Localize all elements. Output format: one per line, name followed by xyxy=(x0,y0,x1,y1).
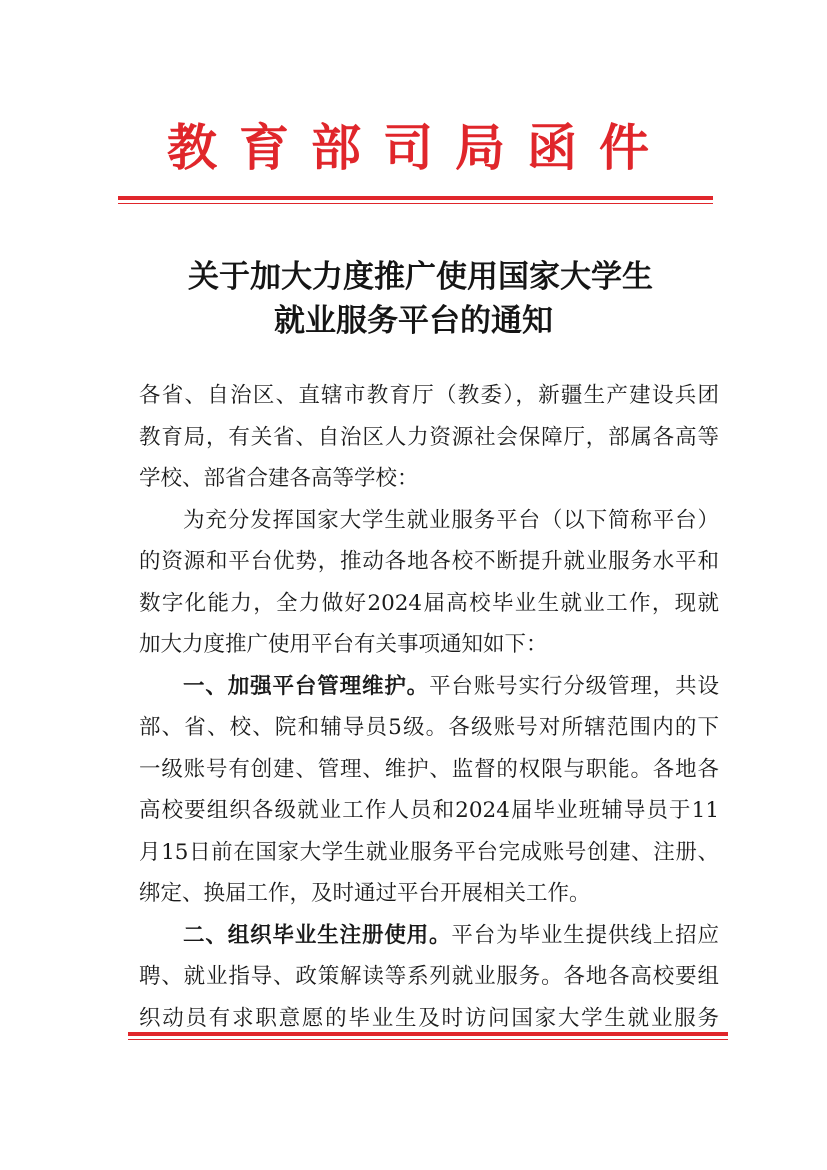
section-2-heading: 二、组织毕业生注册使用。 xyxy=(183,922,452,948)
intro-line-3: 数字化能力，全力做好2024届高校毕业生就业工作，现就 xyxy=(139,590,719,616)
section-1-line-5: 月15日前在国家大学生就业服务平台完成账号创建、注册、 xyxy=(139,839,719,865)
document-title-line-2: 就业服务平台的通知 xyxy=(274,303,553,339)
section-1-line-2: 部、省、校、院和辅导员5级。各级账号对所辖范围内的下 xyxy=(139,715,719,740)
section-2-line-3: 织动员有求职意愿的毕业生及时访问国家大学生就业服务 xyxy=(139,1005,719,1031)
document-title-line-1: 关于加大力度推广使用国家大学生 xyxy=(188,259,653,295)
masthead-title: 教育部司局函件 xyxy=(167,118,671,177)
intro-line-4: 加大力度推广使用平台有关事项通知如下： xyxy=(139,632,548,657)
section-2-line-1 xyxy=(183,921,719,951)
section-1-line-4: 高校要组织各级就业工作人员和2024届毕业班辅导员于11 xyxy=(139,798,719,823)
intro-line-2: 的资源和平台优势，推动各地各校不断提升就业服务水平和 xyxy=(139,549,719,574)
section-1-heading: 一、加强平台管理维护。 xyxy=(183,673,430,699)
addressee-line-2: 教育局，有关省、自治区人力资源社会保障厅，部属各高等 xyxy=(139,424,719,450)
section-2-line-2: 聘、就业指导、政策解读等系列就业服务。各地各高校要组 xyxy=(139,964,719,989)
addressee-line-3: 学校、部省合建各高等学校： xyxy=(139,466,419,491)
masthead-divider xyxy=(118,196,713,204)
section-2-line-1-text: 平台为毕业生提供线上招应 xyxy=(451,922,719,948)
section-1-line-1 xyxy=(183,672,719,702)
intro-line-1: 为充分发挥国家大学生就业服务平台（以下简称平台） xyxy=(183,507,719,533)
section-1-line-6: 绑定、换届工作，及时通过平台开展相关工作。 xyxy=(139,881,591,906)
section-1-line-3: 一级账号有创建、管理、维护、监督的权限与职能。各地各 xyxy=(139,756,719,782)
addressee-line-1: 各省、自治区、直辖市教育厅（教委），新疆生产建设兵团 xyxy=(139,383,719,408)
section-1-line-1-text: 平台账号实行分级管理，共设 xyxy=(429,673,719,699)
